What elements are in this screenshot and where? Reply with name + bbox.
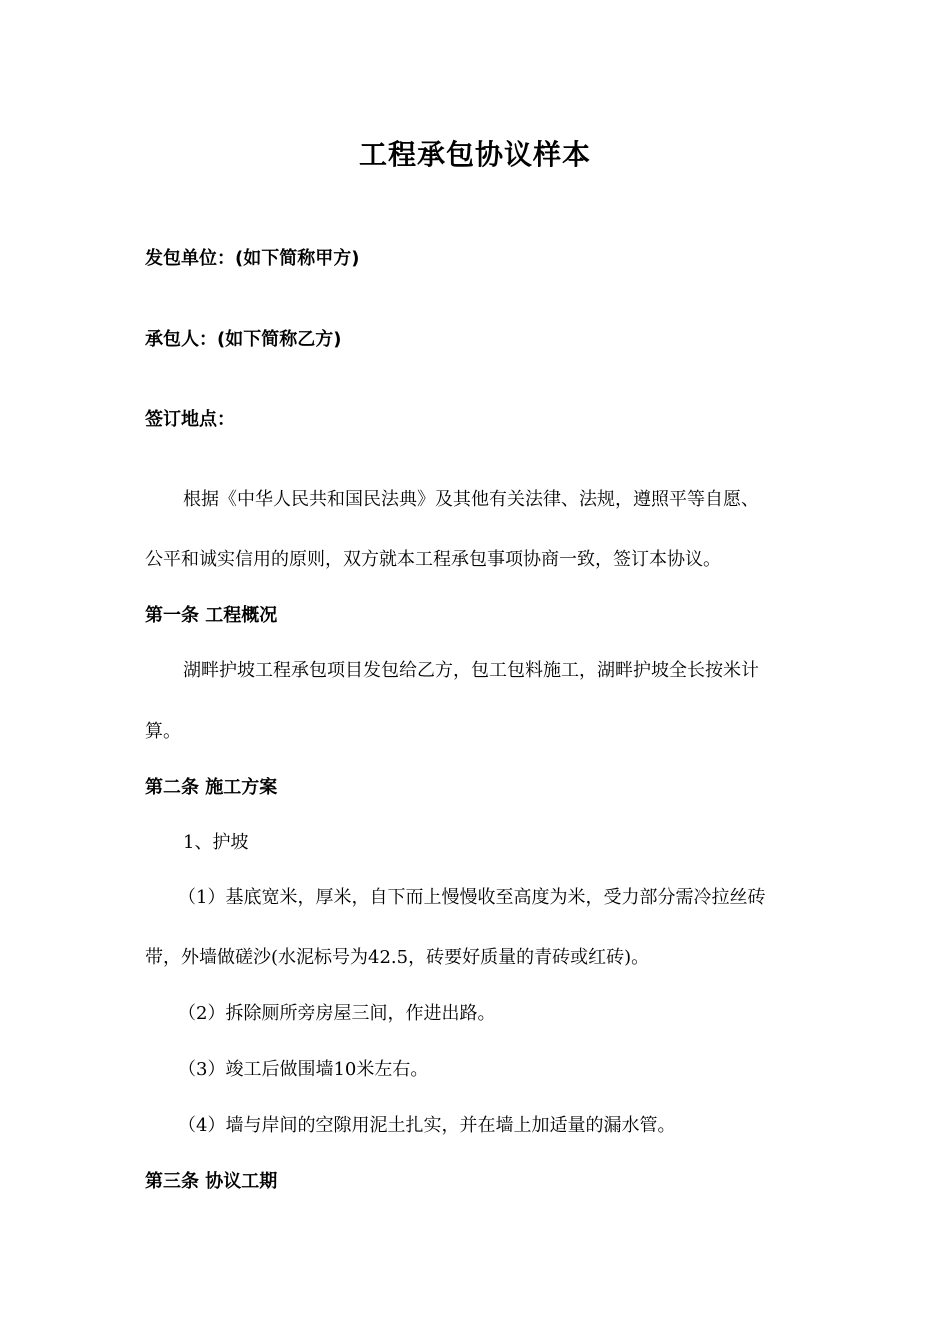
article-2-heading: 第二条 施工方案 [145, 777, 278, 798]
article-2-sub-2: （2）拆除厕所旁房屋三间，作进出路。 [178, 1003, 496, 1024]
article-2-item-1: 1、护坡 [183, 832, 249, 853]
party-a-line: 发包单位：(如下简称甲方) [145, 248, 360, 269]
article-3-heading: 第三条 协议工期 [145, 1171, 278, 1192]
article-1-line-2: 算。 [145, 721, 181, 742]
article-1-heading: 第一条 工程概况 [145, 605, 278, 626]
party-b-line: 承包人：(如下简称乙方) [145, 329, 342, 350]
article-1-line-1: 湖畔护坡工程承包项目发包给乙方，包工包料施工，湖畔护坡全长按米计 [183, 660, 759, 681]
article-2-sub-1-line-2: 带，外墙做磋沙(水泥标号为42.5，砖要好质量的青砖或红砖)。 [145, 947, 650, 968]
article-2-sub-4: （4）墙与岸间的空隙用泥土扎实，并在墙上加适量的漏水管。 [178, 1115, 676, 1136]
article-2-sub-3: （3）竣工后做围墙10米左右。 [178, 1059, 429, 1080]
preamble-line-2: 公平和诚实信用的原则，双方就本工程承包事项协商一致，签订本协议。 [145, 549, 721, 570]
preamble-line-1: 根据《中华人民共和国民法典》及其他有关法律、法规，遵照平等自愿、 [183, 489, 759, 510]
article-2-sub-1-line-1: （1）基底宽米，厚米，自下而上慢慢收至高度为米，受力部分需冷拉丝砖 [178, 887, 766, 908]
document-title: 工程承包协议样本 [358, 138, 591, 171]
signing-place-line: 签订地点： [145, 409, 235, 430]
